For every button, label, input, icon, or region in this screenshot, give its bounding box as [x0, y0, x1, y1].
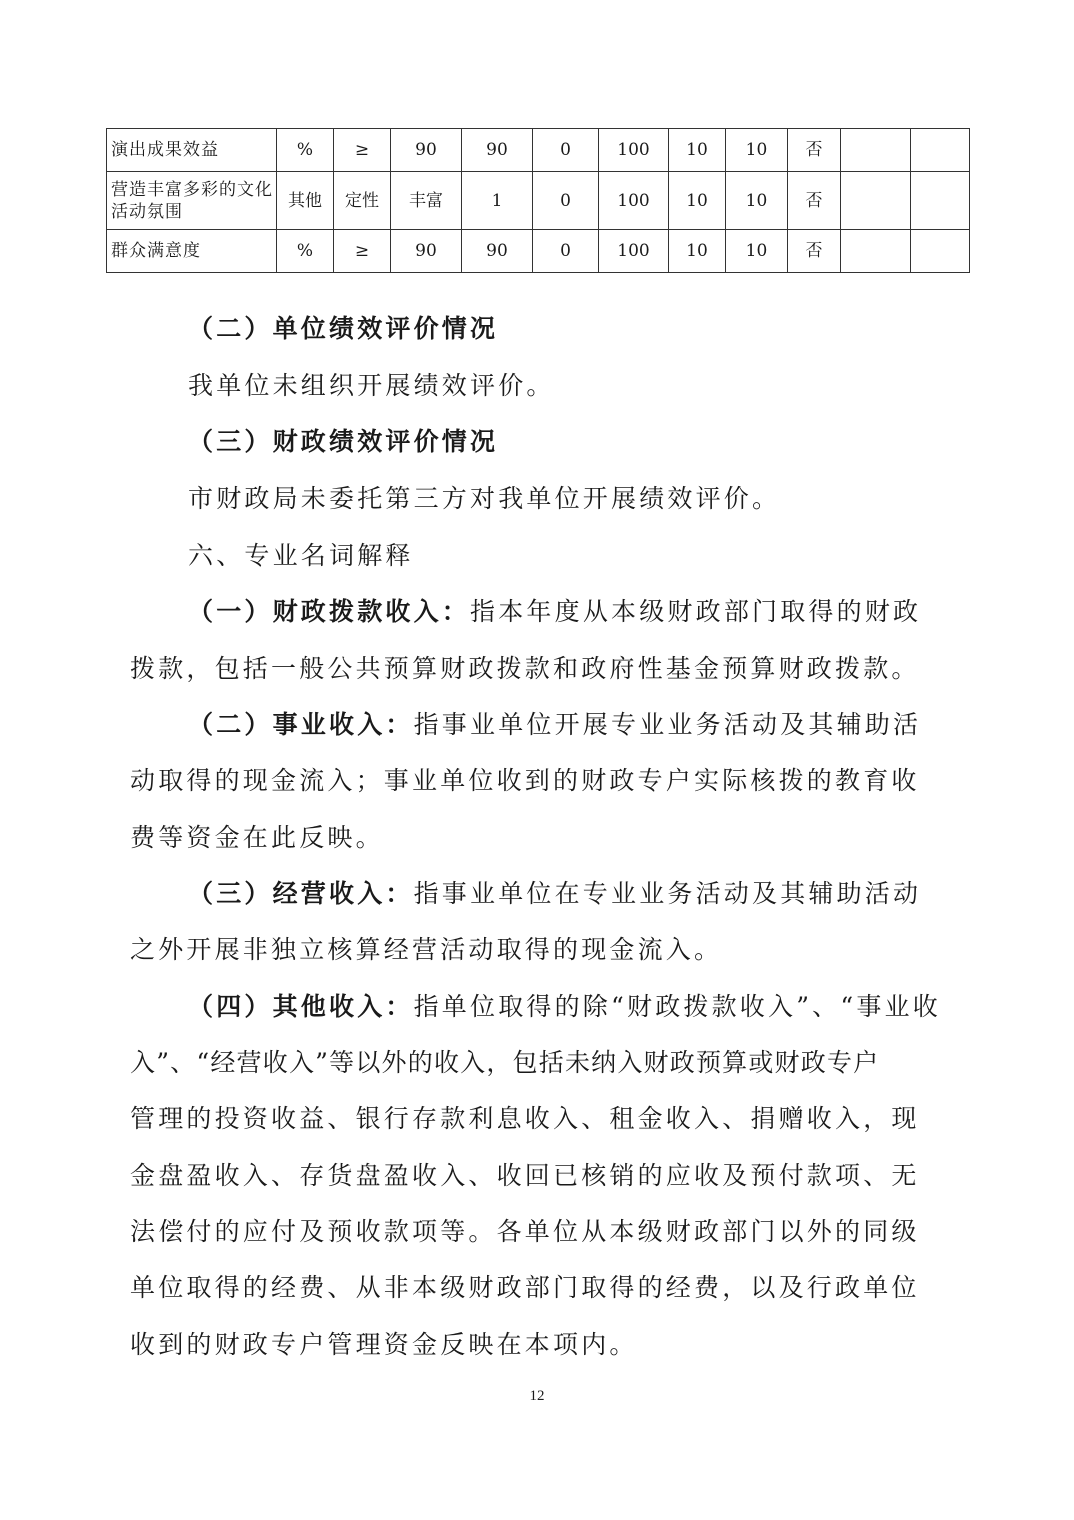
table-cell: 否: [788, 129, 841, 172]
term-4-line-4: 金盘盈收入、存货盘盈收入、收回已核销的应收及预付款项、无: [130, 1161, 920, 1190]
section-heading-unit-eval: （二）单位绩效评价情况: [188, 314, 499, 343]
table-cell: 100: [599, 172, 669, 230]
table-cell: 0: [533, 172, 599, 230]
paragraph-finance-eval: 市财政局未委托第三方对我单位开展绩效评价。: [188, 484, 781, 513]
term-4-line-6: 单位取得的经费、从非本级财政部门取得的经费，以及行政单位: [130, 1273, 920, 1302]
term-4-line-5: 法偿付的应付及预收款项等。各单位从本级财政部门以外的同级: [130, 1217, 920, 1246]
table-row: [107, 129, 970, 172]
table-cell: [911, 172, 970, 230]
table-cell: 0: [533, 129, 599, 172]
section-heading-finance-eval: （三）财政绩效评价情况: [188, 427, 499, 456]
table-cell: 10: [726, 230, 788, 273]
term-text: 指事业单位在专业业务活动及其辅助活动: [413, 879, 922, 908]
term-4-line-7: 收到的财政专户管理资金反映在本项内。: [130, 1330, 638, 1359]
term-2-line-2: 动取得的现金流入；事业单位收到的财政专户实际核拨的教育收: [130, 766, 920, 795]
term-2-line-1: [188, 707, 1018, 743]
section-heading-terms: 六、专业名词解释: [188, 541, 414, 570]
term-4-line-1: [188, 989, 1018, 1025]
table-cell: 10: [726, 129, 788, 172]
term-3-line-1: [188, 876, 1018, 912]
term-text: 指单位取得的除“财政拨款收入”、“事业收: [413, 992, 941, 1021]
table-cell: [841, 230, 911, 273]
table-cell: 0: [533, 230, 599, 273]
unit-cell: %: [277, 230, 334, 273]
term-label: （三）经营收入：: [188, 879, 414, 908]
term-4-line-3: 管理的投资收益、银行存款利息收入、租金收入、捐赠收入，现: [130, 1104, 920, 1133]
table-cell: [841, 129, 911, 172]
target-cell: 丰富: [391, 172, 462, 230]
term-1-line-2: 拨款，包括一般公共预算财政拨款和政府性基金预算财政拨款。: [130, 654, 920, 683]
table-cell: 否: [788, 230, 841, 273]
term-4-line-2: 入”、“经营收入”等以外的收入，包括未纳入财政预算或财政专户: [130, 1048, 880, 1077]
table-row: [107, 230, 970, 273]
table-cell: 10: [669, 172, 726, 230]
table-cell: [911, 230, 970, 273]
term-1-line-1: [188, 594, 1018, 630]
actual-cell: 90: [462, 129, 533, 172]
unit-cell: %: [277, 129, 334, 172]
term-label: （四）其他收入：: [188, 992, 414, 1021]
actual-cell: 1: [462, 172, 533, 230]
performance-indicator-table: [106, 128, 970, 273]
table-cell: [841, 172, 911, 230]
term-label: （二）事业收入：: [188, 710, 414, 739]
unit-cell: 其他: [277, 172, 334, 230]
table-cell: 100: [599, 230, 669, 273]
indicator-name: 营造丰富多彩的文化活动氛围: [107, 172, 277, 230]
table-cell: 10: [726, 172, 788, 230]
operator-cell: 定性: [334, 172, 391, 230]
table-cell: 否: [788, 172, 841, 230]
table-row: [107, 172, 970, 230]
term-3-line-2: 之外开展非独立核算经营活动取得的现金流入。: [130, 935, 723, 964]
page-number: 12: [529, 1388, 545, 1404]
table-cell: [911, 129, 970, 172]
actual-cell: 90: [462, 230, 533, 273]
indicator-name: 群众满意度: [107, 230, 277, 273]
target-cell: 90: [391, 230, 462, 273]
table-cell: 100: [599, 129, 669, 172]
term-text: 指事业单位开展专业业务活动及其辅助活: [413, 710, 922, 739]
paragraph-unit-eval: 我单位未组织开展绩效评价。: [188, 371, 555, 400]
term-label: （一）财政拨款收入：: [188, 597, 471, 626]
table-cell: 10: [669, 129, 726, 172]
operator-cell: ≥: [334, 230, 391, 273]
operator-cell: ≥: [334, 129, 391, 172]
indicator-name: 演出成果效益: [107, 129, 277, 172]
term-text: 指本年度从本级财政部门取得的财政: [470, 597, 922, 626]
table-cell: 10: [669, 230, 726, 273]
target-cell: 90: [391, 129, 462, 172]
term-2-line-3: 费等资金在此反映。: [130, 823, 384, 852]
